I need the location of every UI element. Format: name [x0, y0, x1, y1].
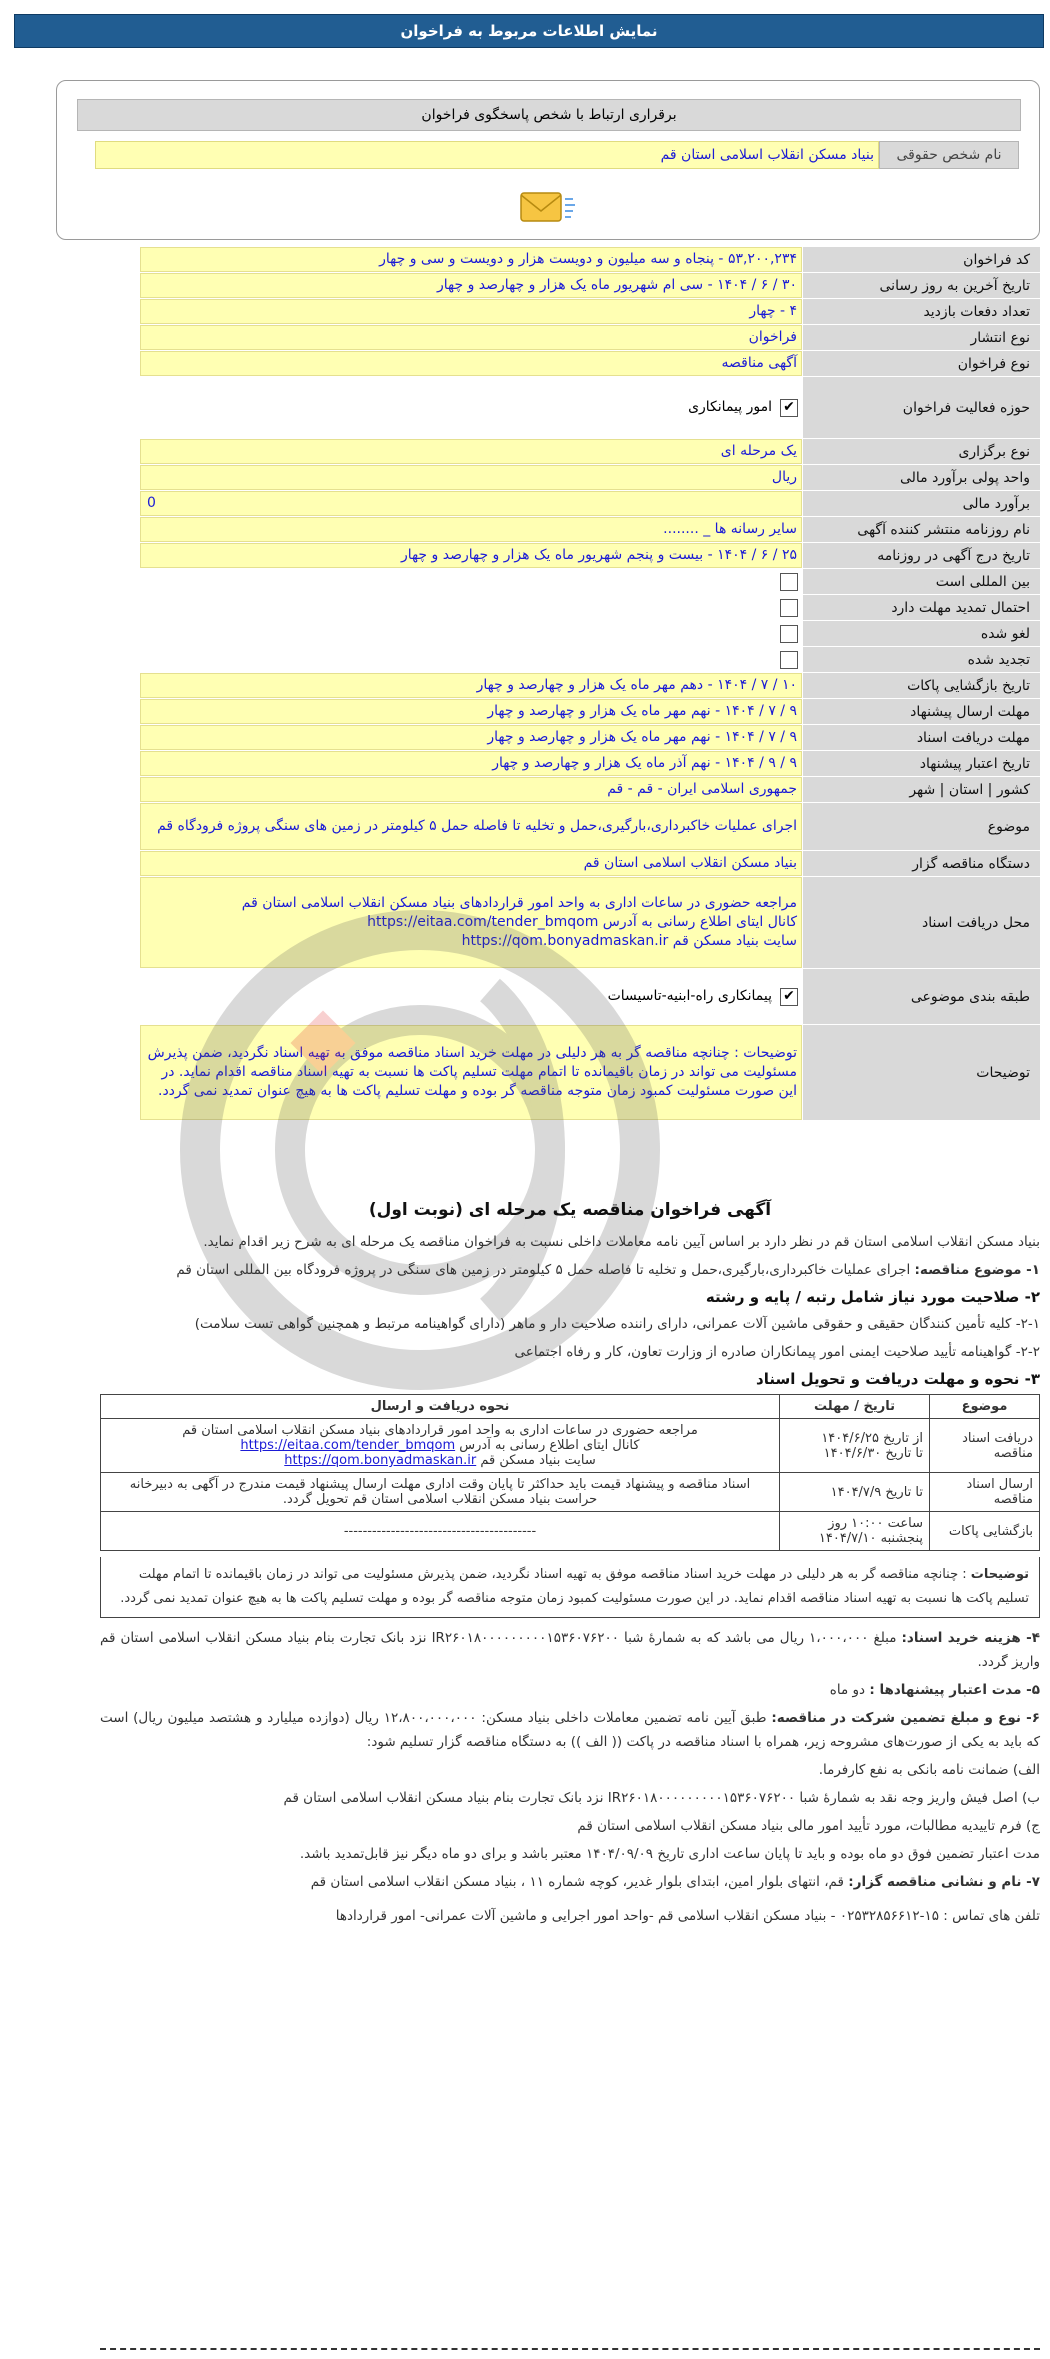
table-cell-line — [107, 1453, 773, 1468]
row-cancelled — [140, 621, 1040, 647]
table-header: موضوع — [930, 1395, 1040, 1419]
value-docs-deadline: ۹ / ۷ / ۱۴۰۴ - نهم مهر ماه یک هزار و چهارصد و چهار — [140, 725, 802, 750]
notes-text: : چنانچه مناقصه گر به هر دلیلی در مهلت خرید اسناد مناقصه موفق به تهیه اسناد نگردید، ضمن پذیرش مسئولیت می تواند در زمان باقیمانده تا اتمام مهلت تسلیم پاکت ها نسبت به تهیه اسناد مناقصه اقدام نماید. در این صورت مسئولیت کمبود زمان متوجه مناقصه گر بوده و مهلت تسلیم پاکت ها به هیچ عنوان تمدید نمی گردد. — [120, 1567, 1029, 1606]
table-cell: ارسال اسناد مناقصه — [930, 1473, 1040, 1512]
table-cell — [101, 1419, 780, 1473]
poster-title: آگهی فراخوان مناقصه یک مرحله ای (نوبت اول) — [368, 1200, 772, 1220]
table-header-row — [101, 1395, 1040, 1419]
activity-checkbox[interactable]: ✔ — [780, 399, 798, 417]
tender-poster — [100, 1190, 1040, 1932]
section-7-title: ۷- نام و نشانی مناقصه گزار: — [848, 1874, 1040, 1890]
value-opening: ۱۰ / ۷ / ۱۴۰۴ - دهم مهر ماه یک هزار و چهارصد و چهار — [140, 673, 802, 698]
label-call-type: نوع فراخوان — [802, 351, 1040, 376]
section-2-title: ۲- صلاحیت مورد نیاز شامل رتبه / پایه و رشته — [705, 1288, 1040, 1306]
section-6-title: ۶- نوع و مبلغ تضمین شرکت در مناقصه: — [771, 1710, 1041, 1726]
docs-place-line1: مراجعه حضوری در ساعات اداری به واحد امور قراردادهای بنیاد مسکن انقلاب اسلامی استان قم — [241, 895, 797, 911]
docs-place-line2[interactable]: کانال ایتای اطلاع رسانی به آدرس https://eitaa.com/tender_bmqom — [367, 914, 797, 930]
value-newspaper: سایر رسانه ها _ ........ — [140, 517, 802, 542]
extension-checkbox[interactable] — [780, 599, 798, 617]
row-visits — [140, 299, 1040, 325]
label-docs-deadline: مهلت دریافت اسناد — [802, 725, 1040, 750]
value-location: جمهوری اسلامی ایران - قم - قم — [140, 777, 802, 802]
section-6-d: مدت اعتبار تضمین فوق دو ماه بوده و باید تا پایان ساعت اداری تاریخ ۱۴۰۴/۰۹/۰۹ معتبر باشد و برای دو ماه دیگر نیز قابل‌تمدید باشد. — [299, 1846, 1040, 1862]
poster-intro: بنیاد مسکن انقلاب اسلامی استان قم در نظر دارد بر اساس آیین نامه معاملات داخلی نسبت به فراخوان مناقصه یک مرحله ای به شرح زیر اقدام نماید. — [203, 1234, 1040, 1250]
table-cell — [780, 1512, 930, 1551]
table-cell: بازگشایی پاکات — [930, 1512, 1040, 1551]
value-hold-type: یک مرحله ای — [140, 439, 802, 464]
label-organizer: دستگاه مناقصه گزار — [802, 851, 1040, 876]
channel-text: کانال ایتای اطلاع رسانی به آدرس — [459, 1438, 640, 1453]
row-currency — [140, 465, 1040, 491]
contact-label: نام شخص حقوقی — [879, 141, 1019, 169]
contact-value: بنیاد مسکن انقلاب اسلامی استان قم — [95, 141, 879, 169]
table-cell-line — [107, 1438, 773, 1453]
row-docs-place — [140, 877, 1040, 969]
label-location: کشور | استان | شهر — [802, 777, 1040, 802]
cancelled-checkbox[interactable] — [780, 625, 798, 643]
row-newspaper-date — [140, 543, 1040, 569]
poster-section-6 — [100, 1706, 1040, 1754]
label-extension: احتمال تمدید مهلت دارد — [802, 595, 1040, 620]
poster-notes — [100, 1557, 1040, 1618]
row-location — [140, 777, 1040, 803]
label-currency: واحد پولی برآورد مالی — [802, 465, 1040, 490]
row-docs-deadline — [140, 725, 1040, 751]
value-cancelled — [140, 621, 802, 646]
section-4-text: مبلغ ۱،۰۰۰،۰۰۰ ریال می باشد که به شمارهٔ شبا IR۲۶۰۱۸۰۰۰۰۰۰۰۰۰۱۵۳۶۰۷۶۲۰۰ نزد بانک تجارت بنام بنیاد مسکن انقلاب اسلامی استان قم واریز گردد. — [100, 1630, 1040, 1670]
table-row — [101, 1473, 1040, 1512]
activity-text: امور پیمانکاری — [688, 399, 772, 415]
label-cancelled: لغو شده — [802, 621, 1040, 646]
table-cell-line: مراجعه حضوری در ساعات اداری به واحد امور قراردادهای بنیاد مسکن انقلاب اسلامی استان قم — [182, 1423, 698, 1438]
row-renewed — [140, 647, 1040, 673]
label-submit-deadline: مهلت ارسال پیشنهاد — [802, 699, 1040, 724]
row-estimate — [140, 491, 1040, 517]
value-subject: اجرای عملیات خاکبرداری،بارگیری،حمل و تخلیه تا فاصله حمل ۵ کیلومتر در زمین های سنگی پروژه فرودگاه قم — [140, 803, 802, 850]
dashed-divider — [100, 2348, 1040, 2350]
row-publish-type — [140, 325, 1040, 351]
site-link[interactable]: https://qom.bonyadmaskan.ir — [284, 1453, 477, 1468]
window-title: نمایش اطلاعات مربوط به فراخوان — [14, 14, 1044, 48]
site-text: سایت بنیاد مسکن قم — [480, 1453, 596, 1468]
value-estimate: 0 — [140, 491, 802, 516]
section-4-title: ۴- هزینه خرید اسناد: — [901, 1630, 1040, 1646]
value-description: توضیحات : چنانچه مناقصه گر به هر دلیلی در مهلت خرید اسناد مناقصه موفق به تهیه اسناد نگردید، ضمن پذیرش مسئولیت می تواند در زمان باقیمانده تا اتمام مهلت تسلیم پاکت ها نسبت به تهیه اسناد مناقصه اقدام نماید. در این صورت مسئولیت کمبود زمان متوجه مناقصه گر بوده و مهلت تسلیم پاکت ها به هیچ عنوان تمدید نمی گردد. — [140, 1025, 802, 1120]
label-publish-type: نوع انتشار — [802, 325, 1040, 350]
section-2-2: ۲-۲- گواهینامه تأیید صلاحیت ایمنی امور پیمانکاران صادره از وزارت تعاون، کار و رفاه اجتماعی — [514, 1344, 1040, 1360]
date-from: از تاریخ ۱۴۰۴/۶/۲۵ — [821, 1430, 923, 1446]
value-international — [140, 569, 802, 594]
docs-place-line3[interactable]: سایت بنیاد مسکن قم https://qom.bonyadmaskan.ir — [461, 933, 797, 949]
contact-header: برقراری ارتباط با شخص پاسخگوی فراخوان — [77, 99, 1021, 131]
section-1-text: اجرای عملیات خاکبرداری،بارگیری،حمل و تخلیه تا فاصله حمل ۵ کیلومتر در زمین های سنگی در پروژه فرودگاه بین المللی استان قم — [176, 1262, 911, 1278]
table-row — [101, 1419, 1040, 1473]
section-6-b: ب) اصل فیش واریز وجه نقد به شمارهٔ شبا IR۲۶۰۱۸۰۰۰۰۰۰۰۰۰۱۵۳۶۰۷۶۲۰۰ نزد بانک تجارت بنام بنیاد مسکن انقلاب اسلامی استان قم — [283, 1790, 1040, 1806]
table-header: تاریخ / مهلت — [780, 1395, 930, 1419]
label-activity: حوزه فعالیت فراخوان — [802, 377, 1040, 438]
section-7-text: قم، انتهای بلوار امین، ابتدای بلوار غدیر، کوچه شماره ۱۱ ، بنیاد مسکن انقلاب اسلامی استان قم — [310, 1874, 844, 1890]
envelope-icon[interactable] — [517, 185, 577, 229]
section-6-c: ج) فرم تاییدیه مطالبات، مورد تأیید امور مالی بنیاد مسکن انقلاب اسلامی استان قم — [577, 1818, 1040, 1834]
value-organizer: بنیاد مسکن انقلاب اسلامی استان قم — [140, 851, 802, 876]
value-last-update: ۳۰ / ۶ / ۱۴۰۴ - سی ام شهریور ماه یک هزار و چهارصد و چهار — [140, 273, 802, 298]
opening-time: ساعت ۱۰:۰۰ روز — [828, 1516, 923, 1531]
value-renewed — [140, 647, 802, 672]
notes-title: توضیحات — [970, 1567, 1029, 1582]
poster-section-7 — [100, 1870, 1040, 1894]
table-cell — [780, 1419, 930, 1473]
value-extension — [140, 595, 802, 620]
row-code — [140, 247, 1040, 273]
eitaa-link[interactable]: https://eitaa.com/tender_bmqom — [240, 1438, 456, 1453]
row-submit-deadline — [140, 699, 1040, 725]
poster-phone: تلفن های تماس : ۱۵-۰۲۵۳۲۸۵۶۶۱۲ - بنیاد مسکن انقلاب اسلامی قم -واحد امور اجرایی و ماشین آلات عمرانی- امور قراردادها — [335, 1908, 1040, 1924]
row-subject — [140, 803, 1040, 851]
value-activity — [140, 377, 802, 438]
label-renewed: تجدید شده — [802, 647, 1040, 672]
contact-panel — [56, 80, 1040, 240]
label-subject: موضوع — [802, 803, 1040, 850]
label-docs-place: محل دریافت اسناد — [802, 877, 1040, 968]
section-6-a: الف) ضمانت نامه بانکی به نفع کارفرما. — [818, 1762, 1040, 1778]
value-publish-type: فراخوان — [140, 325, 802, 350]
international-checkbox[interactable] — [780, 573, 798, 591]
value-currency: ریال — [140, 465, 802, 490]
row-opening — [140, 673, 1040, 699]
poster-section-5 — [100, 1678, 1040, 1702]
value-category — [140, 969, 802, 1024]
row-international — [140, 569, 1040, 595]
value-visits: ۴ - چهار — [140, 299, 802, 324]
value-validity: ۹ / ۹ / ۱۴۰۴ - نهم آذر ماه یک هزار و چهارصد و چهار — [140, 751, 802, 776]
label-code: کد فراخوان — [802, 247, 1040, 272]
row-last-update — [140, 273, 1040, 299]
label-estimate: برآورد مالی — [802, 491, 1040, 516]
poster-section-4 — [100, 1626, 1040, 1674]
table-row — [101, 1512, 1040, 1551]
row-hold-type — [140, 439, 1040, 465]
label-hold-type: نوع برگزاری — [802, 439, 1040, 464]
label-newspaper: نام روزنامه منتشر کننده آگهی — [802, 517, 1040, 542]
label-opening: تاریخ بازگشایی پاکات — [802, 673, 1040, 698]
table-header: نحوه دریافت و ارسال — [101, 1395, 780, 1419]
section-5-text: دو ماه — [829, 1682, 866, 1698]
section-3-title: ۳- نحوه و مهلت دریافت و تحویل اسناد — [756, 1370, 1040, 1388]
value-call-type: آگهی مناقصه — [140, 351, 802, 376]
row-newspaper — [140, 517, 1040, 543]
label-visits: تعداد دفعات بازدید — [802, 299, 1040, 324]
table-cell: اسناد مناقصه و پیشنهاد قیمت باید حداکثر تا پایان وقت اداری مهلت ارسال پیشنهاد قیمت مندرج در آگهی به دبیرخانه حراست بنیاد مسکن انقلاب اسلامی استان قم تحویل گردد. — [101, 1473, 780, 1512]
label-description: توضیحات — [802, 1025, 1040, 1120]
row-call-type — [140, 351, 1040, 377]
row-extension — [140, 595, 1040, 621]
section-6-text: طبق آیین نامه تضمین معاملات داخلی بنیاد مسکن: ۱۲،۸۰۰،۰۰۰،۰۰۰ ریال (دوازده میلیارد و هشتصد میلیون ریال) است که باید به یکی از صورت‌های مشروحه زیر، همراه با اسناد مناقصه در پاکت (( الف )) به دستگاه مناقصه گزار تسلیم شود: — [100, 1710, 1040, 1750]
row-description — [140, 1025, 1040, 1121]
value-docs-place — [140, 877, 802, 968]
row-activity — [140, 377, 1040, 439]
section-1-title: ۱- موضوع مناقصه: — [914, 1262, 1040, 1278]
docs-table — [100, 1394, 1040, 1551]
table-cell: ----------------------------------------- — [101, 1512, 780, 1551]
table-cell: تا تاریخ ۱۴۰۴/۷/۹ — [780, 1473, 930, 1512]
label-newspaper-date: تاریخ درج آگهی در روزنامه — [802, 543, 1040, 568]
renewed-checkbox[interactable] — [780, 651, 798, 669]
poster-section-1 — [100, 1258, 1040, 1282]
table-cell: دریافت اسناد مناقصه — [930, 1419, 1040, 1473]
opening-date: پنجشنبه ۱۴۰۴/۷/۱۰ — [818, 1531, 923, 1546]
section-5-title: ۵- مدت اعتبار پیشنهادها : — [869, 1682, 1040, 1698]
label-international: بین المللی است — [802, 569, 1040, 594]
category-checkbox[interactable]: ✔ — [780, 988, 798, 1006]
details-grid — [140, 247, 1040, 1121]
section-2-1: ۲-۱- کلیه تأمین کنندگان حقیقی و حقوقی ماشین آلات عمرانی، دارای راننده صلاحیت دار و ماهر (دارای گواهینامه مرتبط و همچنین گواهی تست سلامت) — [194, 1316, 1040, 1332]
category-text: پیمانکاری راه-ابنیه-تاسیسات — [607, 988, 772, 1004]
row-category — [140, 969, 1040, 1025]
label-validity: تاریخ اعتبار پیشنهاد — [802, 751, 1040, 776]
row-organizer — [140, 851, 1040, 877]
label-category: طبقه بندی موضوعی — [802, 969, 1040, 1024]
value-code: ۵۳,۲۰۰,۲۳۴ - پنجاه و سه میلیون و دویست هزار و دویست و سی و چهار — [140, 247, 802, 272]
value-submit-deadline: ۹ / ۷ / ۱۴۰۴ - نهم مهر ماه یک هزار و چهارصد و چهار — [140, 699, 802, 724]
row-validity — [140, 751, 1040, 777]
value-newspaper-date: ۲۵ / ۶ / ۱۴۰۴ - بیست و پنجم شهریور ماه یک هزار و چهارصد و چهار — [140, 543, 802, 568]
label-last-update: تاریخ آخرین به روز رسانی — [802, 273, 1040, 298]
date-to: تا تاریخ ۱۴۰۴/۶/۳۰ — [823, 1445, 923, 1461]
